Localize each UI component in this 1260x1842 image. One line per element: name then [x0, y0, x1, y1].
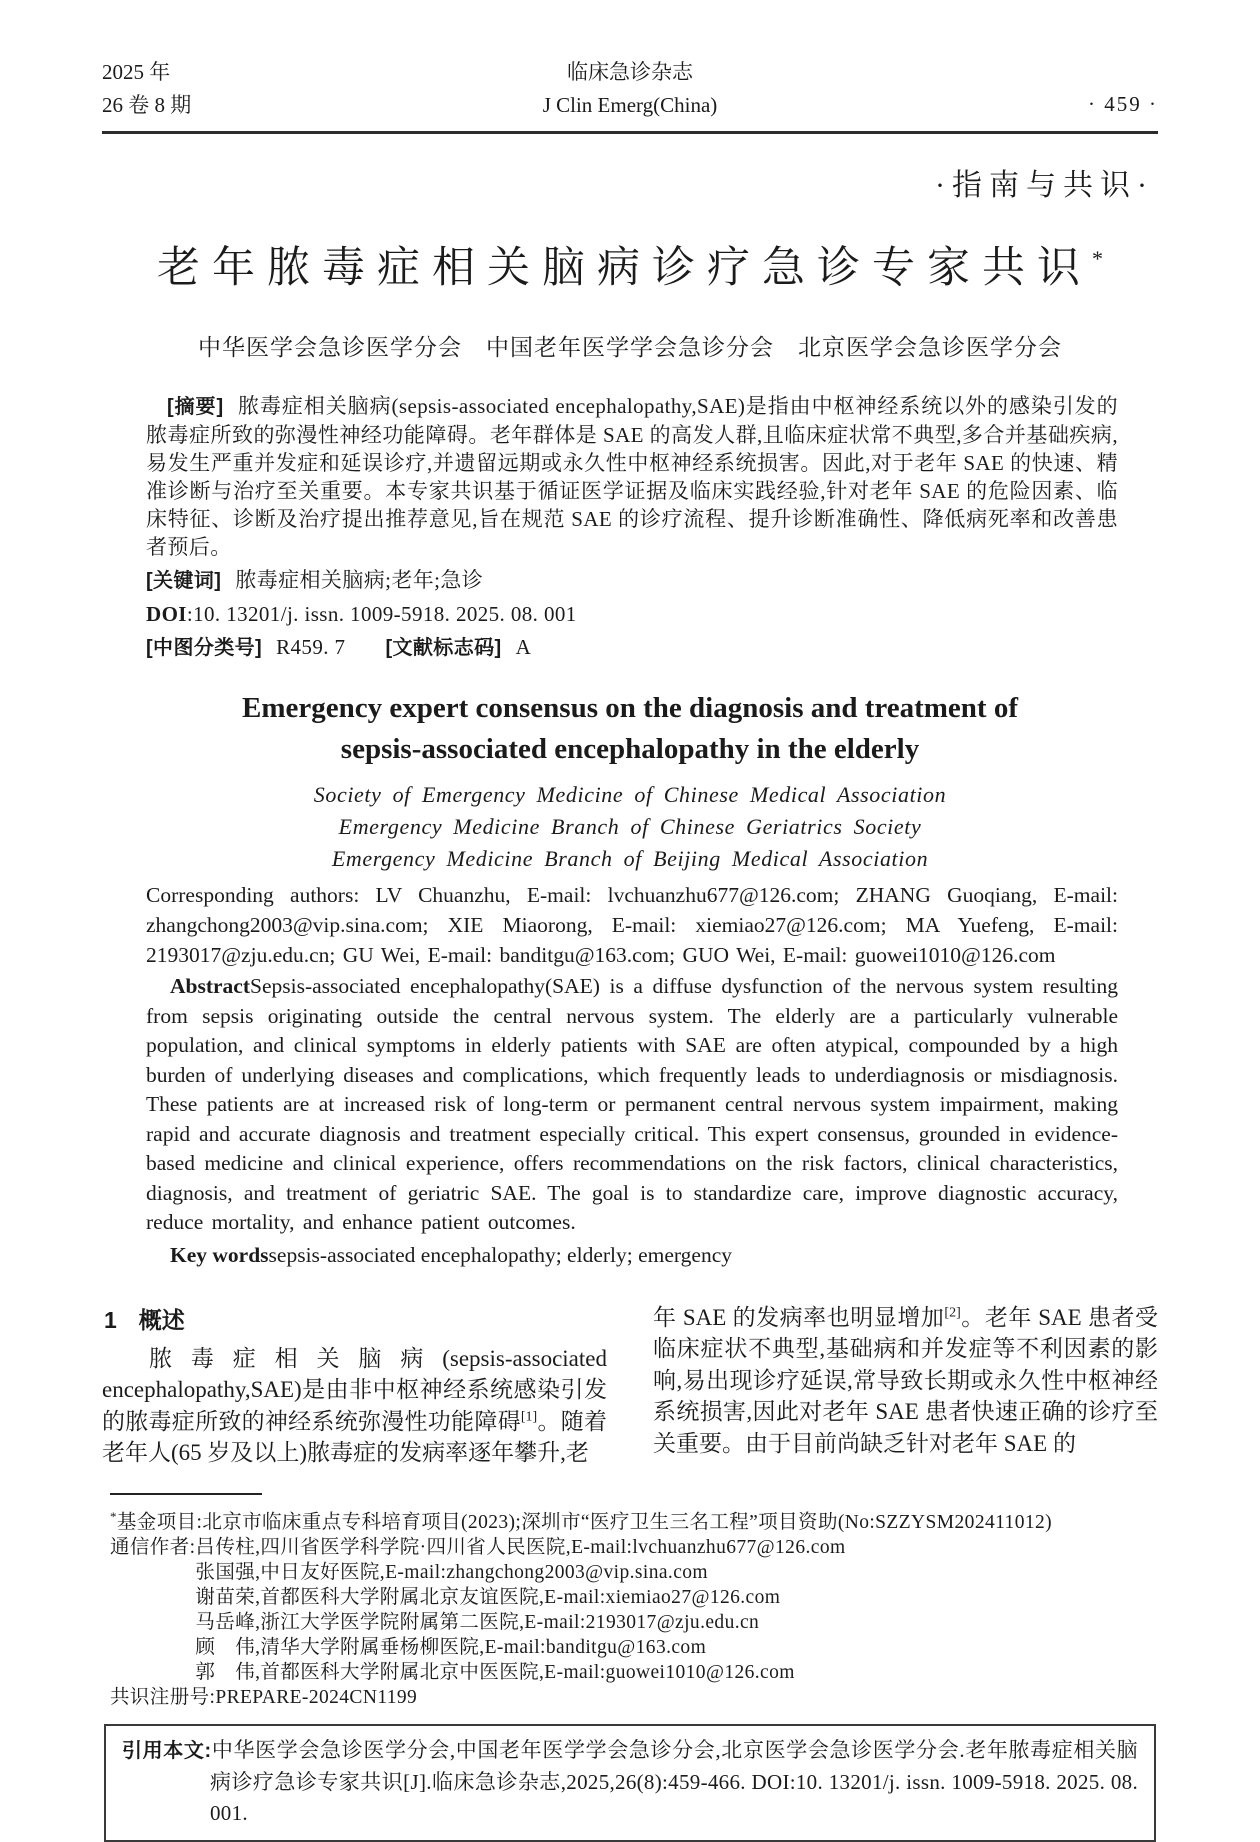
journal-name-en: J Clin Emerg(China)	[542, 93, 718, 117]
doi-value: :10. 13201/j. issn. 1009-5918. 2025. 08. 001	[186, 602, 577, 626]
corresponding-entry-5: 顾 伟,清华大学附属垂杨柳医院,E-mail:banditgu@163.com	[195, 1636, 707, 1658]
article-title-cn-text: 老年脓毒症相关脑病诊疗急诊专家共识	[157, 245, 1092, 292]
column-banner: ·指南与共识·	[935, 169, 1154, 202]
keywords-cn-text: 脓毒症相关脑病;老年;急诊	[235, 568, 484, 592]
header-issue: 26 卷 8 期	[102, 93, 192, 117]
abstract-en-text: Sepsis-associated encephalopathy(SAE) is a diffuse dysfunction of the nervous system resulting from sepsis originating outside the central nervous system. The elderly are a particularly vulnerable population, and clinical symptoms in elderly patients with SAE are often atypical, compounded by a high burden of underlying diseases and complications, which frequently leads to underdiagnosis or misdiagnosis. These patients are at increased risk of long-term or permanent central nervous system impairment, making rapid and accurate diagnosis and treatment especially critical. This expert consensus, grounded in evidence-based medicine and clinical experience, offers recommendations on the risk factors, clinical characteristics, diagnosis, and treatment of geriatric SAE. The goal is to standardize care, improve diagnostic accuracy, reduce mortality, and enhance patient outcomes.	[146, 974, 1118, 1234]
body-right-text-2: 。老年 SAE 患者受临床症状不典型,基础病和并发症等不利因素的影响,易出现诊疗延误,常导致长期或永久性中枢神经系统损害,因此对老年 SAE 患者快速正确的诊疗至关重要。由于目前尚缺乏针对老年 SAE 的	[653, 1304, 1159, 1456]
reference-marker-1: [1]	[520, 1408, 538, 1424]
consensus-registration: 共识注册号:PREPARE-2024CN1199	[110, 1686, 418, 1708]
clc-value: R459. 7	[276, 635, 346, 659]
abstract-cn	[146, 392, 1118, 561]
funding-note	[110, 1504, 1158, 1535]
affiliations-en	[102, 779, 1158, 875]
title-footnote-star: *	[1092, 246, 1103, 271]
funding-star: *	[110, 1508, 117, 1524]
body-right-text-1: 年 SAE 的发病率也明显增加	[653, 1304, 945, 1330]
keywords-en-text: sepsis-associated encephalopathy; elderly; emergency	[268, 1242, 733, 1267]
body-column-left	[102, 1302, 607, 1469]
doi-label: DOI	[146, 602, 187, 626]
citation-label: 引用本文:	[122, 1739, 212, 1762]
corresponding-note-label: 通信作者:	[110, 1536, 196, 1558]
body-column-right	[653, 1302, 1158, 1469]
clc-line	[146, 633, 1118, 662]
affiliation-line-3: Emergency Medicine Branch of Beijing Medical Association	[331, 846, 929, 871]
affiliation-line-2: Emergency Medicine Branch of Chinese Geriatrics Society	[338, 814, 922, 839]
corresponding-note-entries	[195, 1535, 1158, 1685]
keywords-cn-label: [关键词]	[146, 570, 222, 592]
footnote-divider	[110, 1493, 262, 1495]
keywords-cn	[146, 566, 1118, 595]
header-rule	[102, 131, 1158, 134]
reference-marker-2: [2]	[944, 1304, 961, 1320]
article-title-en-line2: sepsis-associated encephalopathy in the elderly	[340, 733, 920, 765]
corresponding-authors: Corresponding authors: LV Chuanzhu, E-mail: lvchuanzhu677@126.com; ZHANG Guoqiang, E-mail: zhangchong2003@vip.sina.com; XIE Miaorong, E-mail: xiemiao27@126.com; MA Yuefeng, E-mail: 2193017@zju.edu.cn; GU Wei, E-mail: banditgu@163.com; GUO Wei, E-mail: guowei1010@126.com	[146, 883, 1118, 967]
citation-text: 中华医学会急诊医学分会,中国老年医学学会急诊分会,北京医学会急诊医学分会.老年脓毒症相关脑病诊疗急诊专家共识[J].临床急诊杂志,2025,26(8):459-466. DOI:10. 13201/j. issn. 1009-5918. 2025. 08. 001.	[210, 1737, 1138, 1825]
abstract-en-label: Abstract	[170, 974, 251, 998]
body-columns	[102, 1302, 1158, 1469]
corresponding-entry-3: 谢苗荣,首都医科大学附属北京友谊医院,E-mail:xiemiao27@126.com	[195, 1586, 781, 1608]
meta-block-cn	[146, 392, 1118, 662]
abstract-cn-text: 脓毒症相关脑病(sepsis-associated encephalopathy,SAE)是指由中枢神经系统以外的感染引发的脓毒症所致的弥漫性神经功能障碍。老年群体是 SAE 的高发人群,且临床症状常不典型,多合并基础疾病,易发生严重并发症和延误诊疗,并遗留远期或永久性中枢神经系统损害。因此,对于老年 SAE 的快速、精准诊断与治疗至关重要。本专家共识基于循证医学证据及临床实践经验,针对老年 SAE 的危险因素、临床特征、诊断及治疗提出推荐意见,旨在规范 SAE 的诊疗流程、提升诊断准确性、降低病死率和改善患者预后。	[146, 394, 1119, 559]
header-volume-block	[102, 56, 322, 122]
journal-page	[102, 0, 1158, 1842]
abstract-en	[146, 972, 1118, 1238]
affiliation-line-1: Society of Emergency Medicine of Chinese Medical Association	[313, 782, 947, 807]
keywords-en-label: Key words	[170, 1242, 269, 1267]
article-title-en	[102, 688, 1158, 770]
header-journal-block	[322, 56, 938, 122]
body-left-text-1: 脓毒症相关脑病(sepsis-associated encephalopathy,SAE)是由非中枢神经系统感染引发的脓毒症所致的神经系统弥漫性功能障碍	[102, 1345, 607, 1434]
body-paragraph-left	[102, 1343, 607, 1469]
authors-cn: 中华医学会急诊医学分会 中国老年医学学会急诊分会 北京医学会急诊医学分会	[198, 335, 1062, 360]
citation-text-wrap	[122, 1735, 1138, 1829]
clc-label: [中图分类号]	[146, 637, 263, 659]
body-left-text-2: 。随着老年人(65 岁及以上)脓毒症的发病率逐年攀升,老	[102, 1408, 608, 1465]
corresponding-entry-4: 马岳峰,浙江大学医学院附属第二医院,E-mail:2193017@zju.edu.cn	[195, 1611, 760, 1633]
doc-code-label: [文献标志码]	[385, 637, 502, 659]
corresponding-note	[110, 1535, 1158, 1685]
journal-name-cn: 临床急诊杂志	[567, 60, 693, 84]
running-head	[102, 56, 1158, 122]
page-number: · 459 ·	[1088, 92, 1158, 116]
article-title-en-line1: Emergency expert consensus on the diagnosis and treatment of	[242, 692, 1018, 724]
corresponding-entry-1: 吕传柱,四川省医学科学院·四川省人民医院,E-mail:lvchuanzhu677@126.com	[195, 1536, 846, 1558]
section-number: 1	[104, 1306, 117, 1333]
section-heading	[104, 1302, 607, 1335]
article-title-cn	[102, 234, 1158, 295]
citation-box	[104, 1724, 1156, 1842]
corresponding-entry-2: 张国强,中日友好医院,E-mail:zhangchong2003@vip.sina.com	[195, 1561, 708, 1583]
corresponding-entry-6: 郭 伟,首都医科大学附属北京中医医院,E-mail:guowei1010@126.com	[195, 1661, 795, 1683]
funding-text: 基金项目:北京市临床重点专科培育项目(2023);深圳市“医疗卫生三名工程”项目资助(No:SZZYSM202411012)	[116, 1511, 1053, 1533]
doc-code-value: A	[515, 635, 532, 659]
keywords-en	[146, 1240, 1118, 1270]
section-title: 概述	[138, 1306, 185, 1333]
abstract-cn-label: [摘要]	[167, 396, 224, 418]
header-year: 2025 年	[102, 60, 171, 84]
doi-line	[146, 600, 1118, 628]
footnote-block	[110, 1493, 1158, 1710]
body-paragraph-right	[653, 1302, 1158, 1460]
